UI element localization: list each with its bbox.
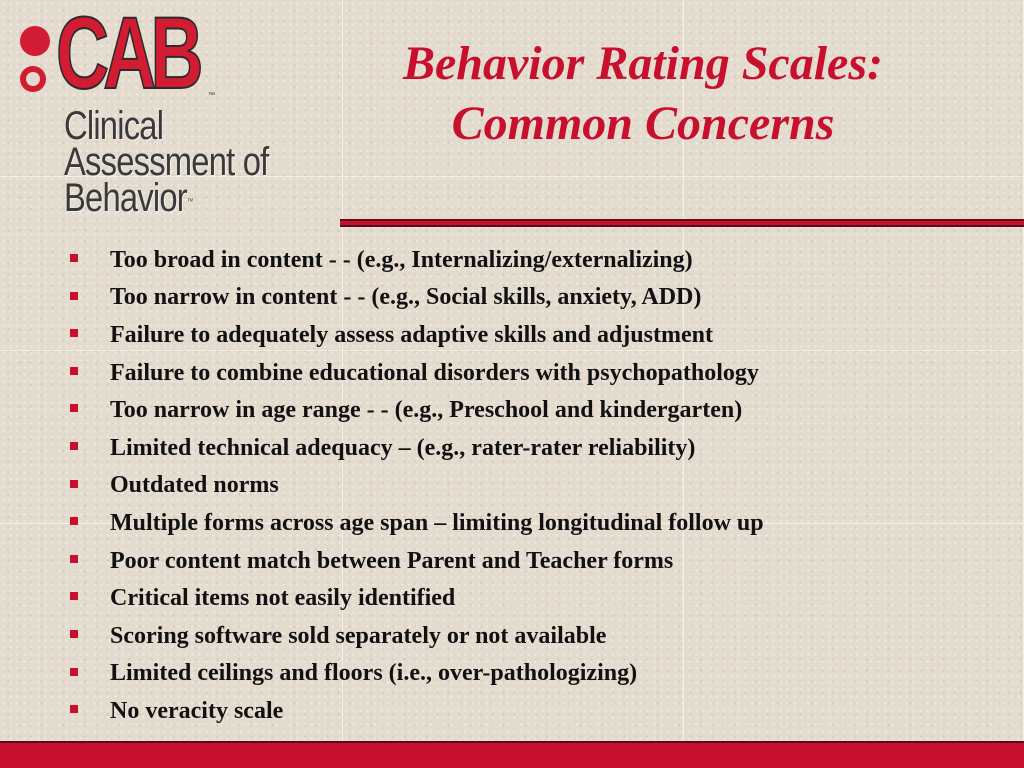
title-divider — [340, 219, 1024, 227]
logo-line-behavior: Behavior — [64, 176, 187, 220]
cab-logo-mark — [18, 0, 228, 110]
footer-bar — [0, 741, 1024, 768]
list-item — [70, 316, 764, 354]
list-item-text: Failure to combine educational disorders with psychopathology — [110, 359, 759, 386]
list-item — [70, 241, 764, 279]
logo-subtitle — [64, 104, 269, 220]
bullet-square-icon — [70, 367, 78, 375]
bullet-square-icon — [70, 592, 78, 600]
logo-ring-icon — [20, 66, 46, 92]
list-item — [70, 504, 764, 542]
bullet-square-icon — [70, 705, 78, 713]
list-item — [70, 354, 764, 392]
bullet-square-icon — [70, 480, 78, 488]
logo-trademark: ™ — [208, 92, 215, 99]
list-item — [70, 429, 764, 467]
bullet-square-icon — [70, 254, 78, 262]
cab-logo — [18, 0, 318, 224]
slide-title-line-1: Behavior Rating Scales: — [402, 37, 884, 90]
concerns-list — [70, 241, 764, 730]
list-item — [70, 692, 764, 730]
list-item — [70, 579, 764, 617]
bullet-square-icon — [70, 630, 78, 638]
logo-wordmark: CAB — [56, 0, 198, 110]
bullet-square-icon — [70, 555, 78, 563]
list-item-text: Outdated norms — [110, 472, 279, 499]
list-item-text: Limited ceilings and floors (i.e., over-pathologizing) — [110, 660, 638, 687]
logo-trademark-bottom: ™ — [186, 197, 193, 206]
list-item-text: No veracity scale — [110, 697, 284, 724]
list-item — [70, 542, 764, 580]
logo-dot-icon — [20, 26, 50, 56]
list-item-text: Too broad in content - - (e.g., Internalizing/externalizing) — [110, 246, 693, 273]
list-item-text: Too narrow in age range - - (e.g., Preschool and kindergarten) — [110, 397, 743, 424]
list-item-text: Poor content match between Parent and Teacher forms — [110, 547, 674, 574]
list-item — [70, 655, 764, 693]
list-item-text: Scoring software sold separately or not available — [110, 622, 607, 649]
list-item — [70, 391, 764, 429]
list-item — [70, 617, 764, 655]
bullet-square-icon — [70, 517, 78, 525]
list-item-text: Multiple forms across age span – limiting longitudinal follow up — [110, 509, 764, 536]
bullet-square-icon — [70, 668, 78, 676]
bullet-square-icon — [70, 404, 78, 412]
list-item-text: Failure to adequately assess adaptive skills and adjustment — [110, 321, 713, 348]
bullet-square-icon — [70, 292, 78, 300]
logo-line-clinical: Clinical — [64, 104, 164, 148]
list-item-text: Limited technical adequacy – (e.g., rater-rater reliability) — [110, 434, 696, 461]
slide-title — [343, 34, 943, 154]
bullet-square-icon — [70, 329, 78, 337]
list-item — [70, 467, 764, 505]
slide-title-line-2: Common Concerns — [451, 97, 835, 150]
list-item-text: Too narrow in content - - (e.g., Social skills, anxiety, ADD) — [110, 284, 702, 311]
bullet-square-icon — [70, 442, 78, 450]
list-item-text: Critical items not easily identified — [110, 585, 456, 612]
list-item — [70, 279, 764, 317]
logo-line-assessment: Assessment of — [64, 140, 269, 184]
